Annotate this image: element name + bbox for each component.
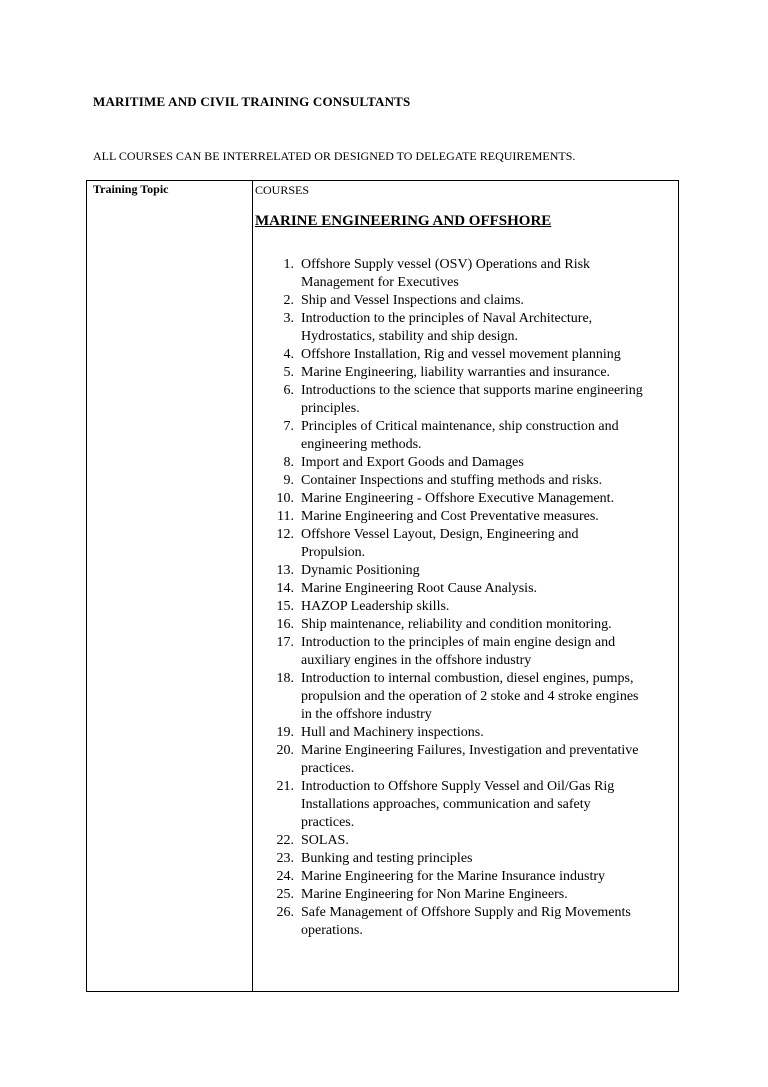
course-text-line: Propulsion. [301, 545, 366, 560]
course-number: 11. [277, 509, 294, 524]
course-text-line: engineering methods. [301, 437, 422, 452]
course-text-line: Marine Engineering for Non Marine Engineers. [301, 887, 568, 902]
document-title: MARITIME AND CIVIL TRAINING CONSULTANTS [93, 94, 411, 109]
course-item [255, 418, 678, 454]
course-number: 23. [276, 851, 294, 866]
course-text-line: Hydrostatics, stability and ship design. [301, 329, 518, 344]
course-item [255, 616, 678, 634]
course-text-line: Bunking and testing principles [301, 851, 473, 866]
courses-table [86, 180, 679, 992]
course-number: 13. [276, 563, 294, 578]
courses-cell [255, 181, 678, 940]
course-text-line: Offshore Vessel Layout, Design, Engineering and [301, 527, 579, 542]
course-item [255, 364, 678, 382]
course-text-line: Installations approaches, communication and safety [301, 797, 591, 812]
course-text-line: operations. [301, 923, 363, 938]
course-item [255, 580, 678, 598]
course-item [255, 256, 678, 292]
course-text-line: HAZOP Leadership skills. [301, 599, 450, 614]
course-text-line: auxiliary engines in the offshore industry [301, 653, 532, 668]
course-number: 1. [283, 257, 294, 272]
course-text-line: Principles of Critical maintenance, ship construction and [301, 419, 619, 434]
course-item [255, 508, 678, 526]
course-item [255, 886, 678, 904]
training-topic-label: Training Topic [93, 182, 169, 196]
course-number: 24. [276, 869, 294, 884]
course-item [255, 346, 678, 364]
course-number: 7. [283, 419, 294, 434]
section-heading: MARINE ENGINEERING AND OFFSHORE [255, 213, 552, 229]
course-item [255, 310, 678, 346]
course-text-line: Introduction to the principles of Naval Architecture, [301, 311, 593, 326]
course-text-line: Introductions to the science that supports marine engineering [301, 383, 643, 398]
course-number: 21. [276, 779, 294, 794]
course-item [255, 526, 678, 562]
course-item [255, 904, 678, 940]
course-number: 9. [283, 473, 294, 488]
course-item [255, 742, 678, 778]
course-item [255, 292, 678, 310]
document-subtitle: ALL COURSES CAN BE INTERRELATED OR DESIGNED TO DELEGATE REQUIREMENTS. [93, 149, 576, 163]
course-number: 17. [276, 635, 294, 650]
course-text-line: Container Inspections and stuffing methods and risks. [301, 473, 603, 488]
course-number: 26. [276, 905, 294, 920]
course-item [255, 382, 678, 418]
course-text-line: Hull and Machinery inspections. [301, 725, 484, 740]
course-text-line: Marine Engineering - Offshore Executive Management. [301, 491, 615, 506]
column-divider [252, 181, 253, 991]
course-number: 16. [276, 617, 294, 632]
course-number: 4. [283, 347, 294, 362]
course-text-line: SOLAS. [301, 833, 349, 848]
course-item [255, 724, 678, 742]
course-number: 2. [283, 293, 294, 308]
course-number: 25. [276, 887, 294, 902]
course-text-line: Offshore Supply vessel (OSV) Operations and Risk [301, 257, 591, 272]
course-item [255, 472, 678, 490]
course-item [255, 832, 678, 850]
course-text-line: Marine Engineering Root Cause Analysis. [301, 581, 538, 596]
course-item [255, 670, 678, 724]
course-item [255, 562, 678, 580]
course-number: 22. [276, 833, 294, 848]
course-item [255, 598, 678, 616]
course-text-line: Introduction to Offshore Supply Vessel and Oil/Gas Rig [301, 779, 615, 794]
course-number: 19. [276, 725, 294, 740]
course-text-line: Marine Engineering for the Marine Insurance industry [301, 869, 606, 884]
course-text-line: Import and Export Goods and Damages [301, 455, 524, 470]
course-item [255, 868, 678, 886]
course-text-line: Introduction to internal combustion, diesel engines, pumps, [301, 671, 634, 686]
course-item [255, 454, 678, 472]
course-text-line: Dynamic Positioning [301, 563, 420, 578]
course-text-line: Introduction to the principles of main engine design and [301, 635, 616, 650]
course-number: 14. [276, 581, 294, 596]
course-number: 20. [276, 743, 294, 758]
course-number: 18. [276, 671, 294, 686]
course-text-line: Marine Engineering and Cost Preventative measures. [301, 509, 599, 524]
course-list [255, 256, 678, 940]
course-text-line: Ship maintenance, reliability and condition monitoring. [301, 617, 612, 632]
course-number: 5. [283, 365, 294, 380]
course-number: 12. [276, 527, 294, 542]
course-item [255, 778, 678, 832]
course-text-line: Marine Engineering, liability warranties and insurance. [301, 365, 611, 380]
course-number: 10. [276, 491, 294, 506]
course-number: 15. [276, 599, 294, 614]
course-number: 8. [283, 455, 294, 470]
course-text-line: Ship and Vessel Inspections and claims. [301, 293, 524, 308]
course-item [255, 634, 678, 670]
course-text-line: propulsion and the operation of 2 stoke and 4 stroke engines [301, 689, 639, 704]
course-text-line: principles. [301, 401, 360, 416]
course-text-line: Offshore Installation, Rig and vessel movement planning [301, 347, 621, 362]
course-text-line: Management for Executives [301, 275, 459, 290]
course-item [255, 850, 678, 868]
course-text-line: Safe Management of Offshore Supply and Rig Movements [301, 905, 631, 920]
course-number: 3. [283, 311, 294, 326]
course-item [255, 490, 678, 508]
courses-label: COURSES [255, 183, 310, 197]
course-text-line: practices. [301, 761, 355, 776]
course-text-line: Marine Engineering Failures, Investigation and preventative [301, 743, 639, 758]
course-text-line: practices. [301, 815, 355, 830]
course-text-line: in the offshore industry [301, 707, 432, 722]
course-number: 6. [283, 383, 294, 398]
